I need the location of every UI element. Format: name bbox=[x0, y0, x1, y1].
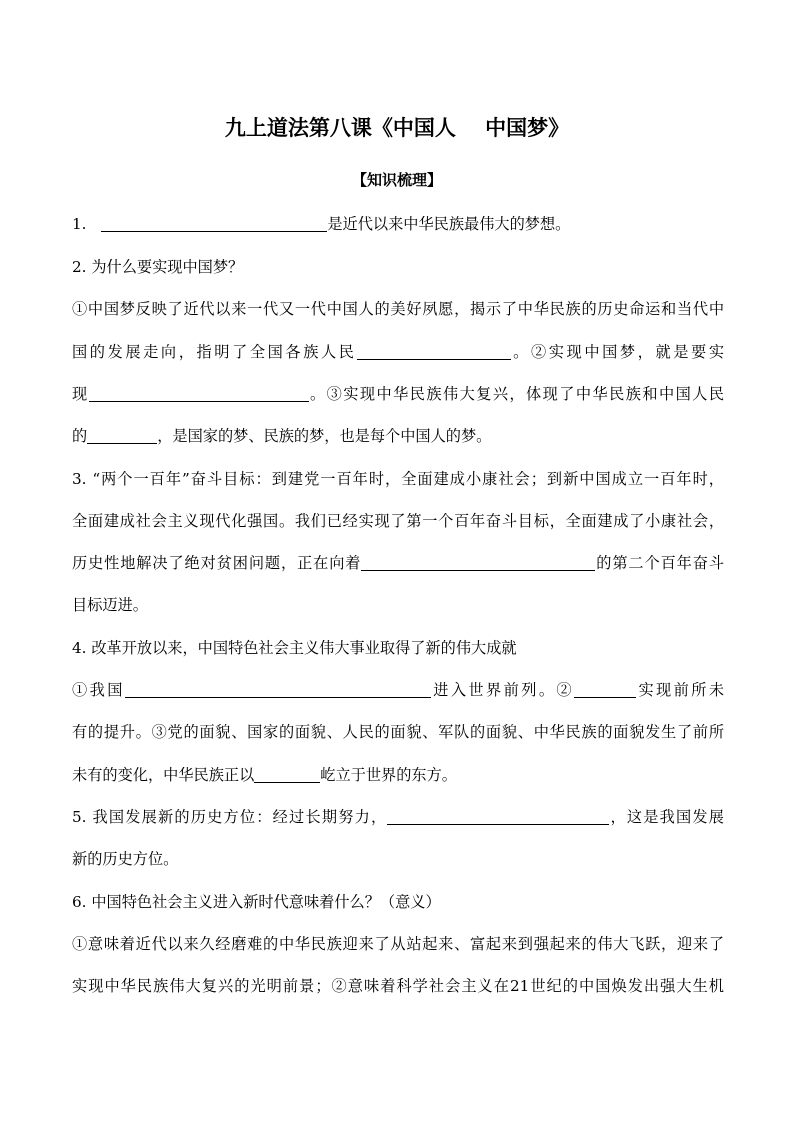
q4-line-1-text-b: 进入世界前列。② bbox=[430, 681, 575, 699]
q3-line-4: 目标迈进。 bbox=[72, 596, 148, 614]
q3-line-3 bbox=[72, 550, 724, 576]
q2-line-4 bbox=[72, 423, 724, 449]
q2-line-2-text-a: 国的发展走向，指明了全国各族人民 bbox=[72, 343, 357, 361]
fill-blank[interactable] bbox=[357, 341, 511, 360]
q3-line-2: 全面建成社会主义现代化强国。我们已经实现了第一个百年奋斗目标，全面建成了小康社会， bbox=[72, 512, 724, 530]
q5-line-1-text-a: 5. 我国发展新的历史方位：经过长期努力， bbox=[72, 808, 388, 826]
section-heading: 【知识梳理】 bbox=[351, 171, 442, 189]
q2-line-2 bbox=[72, 339, 724, 365]
q4-line-2: 有的提升。③党的面貌、国家的面貌、人民的面貌、军队的面貌、中华民族的面貌发生了前所 bbox=[72, 723, 724, 741]
fill-blank[interactable] bbox=[387, 806, 609, 825]
fill-blank[interactable] bbox=[87, 425, 157, 444]
document-title: 九上道法第八课《中国人 中国梦》 bbox=[224, 115, 570, 140]
q2-line-3 bbox=[72, 381, 724, 407]
fill-blank[interactable] bbox=[361, 552, 595, 571]
q2-line-4-text-b: ，是国家的梦、民族的梦，也是每个中国人的梦。 bbox=[157, 427, 492, 445]
q1-text: 是近代以来中华民族最伟大的梦想。 bbox=[327, 215, 571, 233]
q2-line-2-text-b: 。②实现中国梦，就是要实 bbox=[510, 343, 725, 361]
q1-number: 1. bbox=[72, 215, 92, 233]
fill-blank[interactable] bbox=[89, 383, 309, 402]
q6-heading: 6. 中国特色社会主义进入新时代意味着什么？（意义） bbox=[72, 893, 441, 911]
q5-line-1-text-b: ，这是我国发展 bbox=[609, 808, 724, 826]
fill-blank[interactable] bbox=[574, 679, 636, 698]
q2-line-3-text-b: 。③实现中华民族伟大复兴，体现了中华民族和中国人民 bbox=[308, 385, 725, 403]
fill-blank[interactable] bbox=[101, 213, 327, 232]
q3-line-1: 3. “两个一百年”奋斗目标：到建党一百年时，全面建成小康社会；到新中国成立一百年时， bbox=[72, 470, 724, 488]
q5-line-2: 新的历史方位。 bbox=[72, 850, 179, 868]
q4-line-3-text-a: 未有的变化，中华民族正以 bbox=[72, 766, 255, 784]
q4-line-3 bbox=[72, 762, 724, 788]
q3-line-3-text-b: 的第二个百年奋斗 bbox=[595, 554, 725, 572]
q4-line-1-text-c: 实现前所未 bbox=[636, 681, 725, 699]
q4-line-1-text-a: ①我国 bbox=[72, 681, 125, 699]
fill-blank[interactable] bbox=[125, 679, 431, 698]
question-1 bbox=[72, 211, 724, 237]
q2-line-1: ①中国梦反映了近代以来一代又一代中国人的美好夙愿，揭示了中华民族的历史命运和当代中 bbox=[72, 300, 724, 318]
fill-blank[interactable] bbox=[254, 764, 320, 783]
q2-line-4-text-a: 的 bbox=[72, 427, 88, 445]
q6-line-1: ①意味着近代以来久经磨难的中华民族迎来了从站起来、富起来到强起来的伟大飞跃，迎来了 bbox=[72, 935, 724, 953]
q3-line-3-text-a: 历史性地解决了绝对贫困问题，正在向着 bbox=[72, 554, 362, 572]
q2-heading: 2. 为什么要实现中国梦？ bbox=[72, 258, 244, 276]
q4-heading: 4. 改革开放以来，中国特色社会主义伟大事业取得了新的伟大成就 bbox=[72, 639, 517, 657]
q2-line-3-text-a: 现 bbox=[72, 385, 89, 403]
q6-line-2: 实现中华民族伟大复兴的光明前景；②意味着科学社会主义在21世纪的中国焕发出强大生机 bbox=[72, 977, 724, 995]
q5-line-1 bbox=[72, 804, 724, 830]
q4-line-1 bbox=[72, 677, 724, 703]
q4-line-3-text-b: 屹立于世界的东方。 bbox=[320, 766, 457, 784]
